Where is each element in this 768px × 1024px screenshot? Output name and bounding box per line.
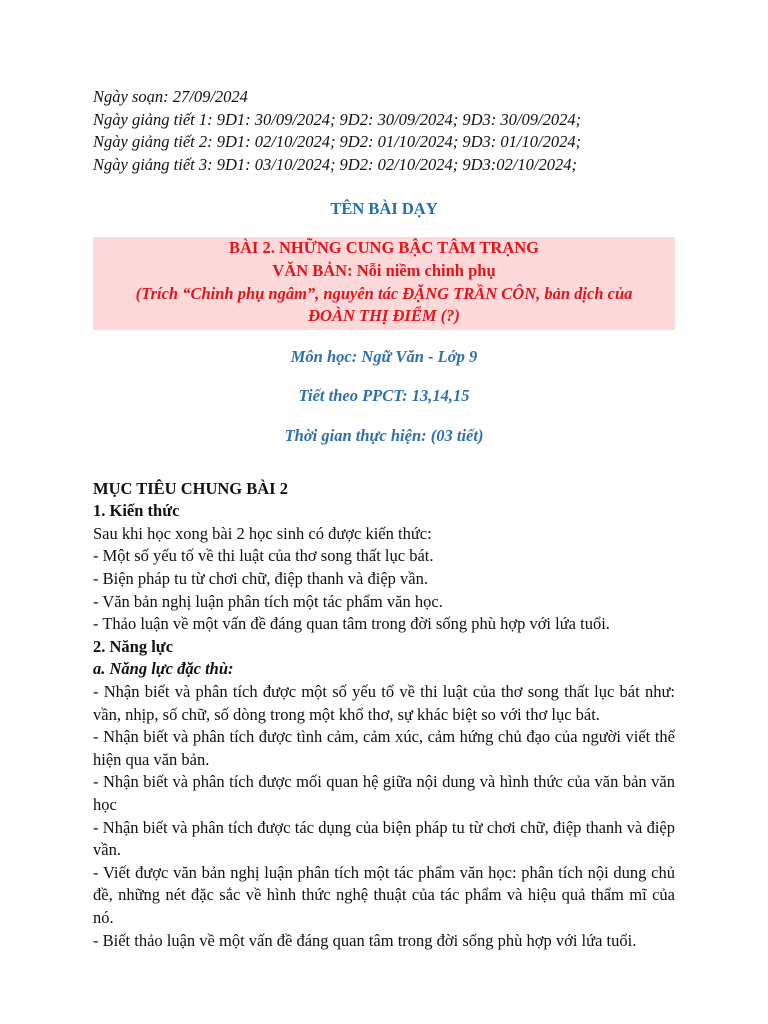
lesson-3-date: Ngày giảng tiết 3: 9D1: 03/10/2024; 9D2: 02/10/2024; 9D3:02/10/2024;: [93, 154, 577, 174]
knowledge-item: - Thảo luận về một vấn đề đáng quan tâm trong đời sống phù hợp với lứa tuổi.: [93, 614, 610, 634]
text-title: VĂN BẢN: Nỗi niềm chinh phụ: [272, 261, 496, 281]
duration: Thời gian thực hiện: (03 tiết): [284, 425, 484, 445]
competence-item: - Nhận biết và phân tích được mối quan hệ giữa nội dung và hình thức của văn bản văn học: [93, 772, 675, 814]
periods: Tiết theo PPCT: 13,14,15: [298, 386, 470, 406]
knowledge-item: - Văn bản nghị luận phân tích một tác phẩm văn học.: [93, 591, 443, 611]
competence-item: - Nhận biết và phân tích được tình cảm, cảm xúc, cảm hứng chủ đạo của người viết thể hiện qua văn bản.: [93, 727, 675, 769]
document-page: [93, 86, 675, 952]
source-line-1: (Trích “Chinh phụ ngâm”, nguyên tác ĐẶNG TRẦN CÔN, bản dịch của: [135, 283, 633, 303]
knowledge-heading: 1. Kiến thức: [93, 501, 180, 521]
teaching-dates: [93, 86, 675, 176]
subject: Môn học: Ngữ Văn - Lớp 9: [290, 347, 478, 367]
competence-item: - Biết thảo luận về một vấn đề đáng quan tâm trong đời sống phù hợp với lứa tuổi.: [93, 930, 637, 950]
source-line-2: ĐOÀN THỊ ĐIỂM (?): [308, 306, 460, 326]
prep-date: Ngày soạn: 27/09/2024: [93, 87, 248, 106]
lesson-title-box: [93, 237, 675, 329]
lesson-name-label: TÊN BÀI DẠY: [330, 199, 438, 219]
knowledge-item: - Biện pháp tu từ chơi chữ, điệp thanh và điệp vần.: [93, 569, 428, 588]
objectives-heading: MỤC TIÊU CHUNG BÀI 2: [93, 478, 288, 498]
competence-item: - Viết được văn bản nghị luận phân tích một tác phẩm văn học: phân tích nội dung chủ đề, những nét đặc sắc về hình thức nghệ thuật của tác phẩm và hiệu quả thẩm mĩ của nó.: [93, 862, 675, 927]
competence-item: - Nhận biết và phân tích được tác dụng của biện pháp tu từ chơi chữ, điệp thanh và điệp vần.: [93, 817, 675, 860]
knowledge-intro: Sau khi học xong bài 2 học sinh có được kiến thức:: [93, 523, 432, 543]
lesson-1-date: Ngày giảng tiết 1: 9D1: 30/09/2024; 9D2: 30/09/2024; 9D3: 30/09/2024;: [93, 109, 582, 129]
lesson-title: BÀI 2. NHỮNG CUNG BẬC TÂM TRẠNG: [228, 238, 539, 258]
knowledge-item: - Một số yếu tố về thi luật của thơ song thất lục bát.: [93, 546, 434, 566]
competence-heading: 2. Năng lực: [93, 636, 174, 656]
lesson-2-date: Ngày giảng tiết 2: 9D1: 02/10/2024; 9D2: 01/10/2024; 9D3: 01/10/2024;: [93, 132, 582, 152]
specific-competence-heading: a. Năng lực đặc thù:: [93, 659, 234, 679]
competence-item: - Nhận biết và phân tích được một số yếu tố về thi luật của thơ song thất lục bát như: vần, nhịp, số chữ, số dòng trong một khổ thơ, sự khác biệt so với thơ lục bát.: [93, 681, 675, 724]
